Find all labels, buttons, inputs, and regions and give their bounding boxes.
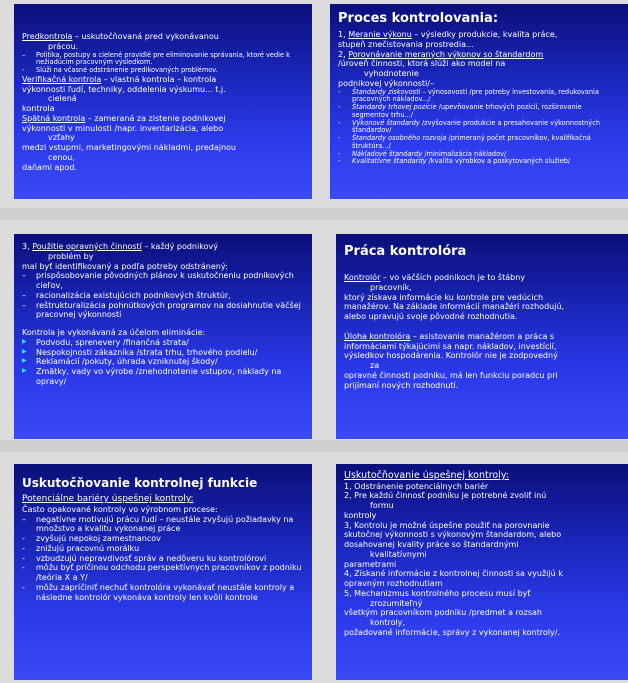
text: prijímaní nových rozhodnutí. [344,380,459,390]
text-line: požadované informácie, správy z vykonanej kontroly/. [344,627,560,637]
text-line: 3, Kontrolu je možné úspešne použiť na porovnanie [344,520,550,530]
list-item [22,301,304,321]
slide-opravne-cinnosti [14,234,312,439]
text: manažérov. Na základe informácií manažéri rozhodujú, [344,302,565,312]
text: Zmätky, vady vo výrobe /znehodnotenie vstupov, náklady na opravy/ [36,367,282,386]
slide-title: Uskutočňovanie úspešnej kontroly: [344,470,510,481]
text: 1, [338,30,349,39]
text: Štandardy osobného rozvoja [352,134,447,143]
text: cielená [48,94,77,104]
success-list [344,482,626,638]
text-line: opravným rozhodnutiam [344,579,443,589]
bullet-marker: – [22,290,26,300]
text-line: kontroly, [370,618,405,628]
text: pracovník, [370,282,412,292]
text: prispôsobovanie pôvodných plánov k uskutočneniu podnikových cieľov, [36,271,294,290]
list-item [338,135,620,151]
text: – každý podnikový [141,242,218,251]
list-item: – Politika, postupy a cielené pravidlé pre eliminovanie správania, ktoré vedie k nežiadúcim pracovným výsledkom. [22,50,290,67]
text: Štandardy ziskovosti [352,87,421,96]
text: – vo väčších podnikoch je to štábny [380,273,526,282]
text: zvyšujú nepokoj zamestnancov [36,534,161,544]
list-item [22,367,304,387]
text-line: 1, Odstránenie potenciálnych bariér [344,481,489,491]
text: /primeraný počet pracovníkov, kvalifikačná štruktúra.../ [352,134,591,150]
text: problém by [48,251,94,261]
text: negatívne motivujú prácu ľudí – neustále zvyšujú požiadavky na množstvo a kvalitu vykonanej práce [36,514,294,534]
list-item [22,338,304,348]
triangle-bullet-icon: ▶ [22,357,27,365]
text: – vlastná kontrola – kontrola [101,74,217,84]
triangle-bullet-icon: ▶ [22,337,27,345]
text: racionalizácia existujúcich podnikových štruktúr, [36,290,231,300]
text-line: formu [370,501,394,511]
text: výkonnosti v minulosti /napr. inventarizácia, alebo [22,123,224,133]
bullet-marker: – [22,271,26,281]
bullet-marker: - [338,87,341,96]
text: kontrola [22,104,55,114]
list-item [338,158,620,166]
text: daňami apod. [22,162,78,172]
text: podnikovej výkonnosti/– [338,78,434,88]
bullet-marker: – [22,300,26,310]
text-line: zrozumiteľný [370,598,423,608]
text: vzťahy [48,133,75,143]
term-predkontrola: Predkontrola [22,32,73,41]
text: môžu byť príčinou odchodu perspektívnych pracovníkov z podniku /teória X a Y/ [36,563,302,583]
list-item [22,271,304,291]
corrective-list [22,271,304,320]
text: mal byť identifikovaný a podľa potreby odstránený: [22,261,228,271]
text-line: všetkým pracovníkom podniku /predmet a rozsah [344,608,542,618]
text: Podvodu, sprenevery /finančná strata/ [36,337,189,347]
subtitle: Potenciálne bariéry úspešnej kontroly: [22,494,194,504]
text: Reklamácií /pokuty, úhrada vzniknutej škody/ [36,357,218,367]
text: Štandardy trhovej pozície [352,103,437,112]
slide-praca-kontrolora [336,234,628,439]
term: Porovnávanie meraných výkonov so štandardom [348,49,544,59]
bullet-marker: - [22,534,25,544]
bullet-marker: - [338,134,341,143]
slide-title: Uskutočňovanie kontrolnej funkcie [22,476,258,490]
text: môžu zapríčiniť nechuť kontrolóra vykonávať neustále kontroly a následne kontrolór vykonáva kontroly len kvôli kontrole [36,582,295,602]
text-line: 5, Mechanizmus kontrolného procesu musí byť [344,588,531,598]
slide-title: Proces kontrolovania: [338,11,499,26]
list-item [338,120,620,136]
slide-predkontrola [14,4,312,199]
text: cenou, [48,152,75,162]
list-item [22,534,304,544]
term: Použitie opravných činností [32,242,142,251]
list-item [22,583,304,603]
text-line: kvalitatívnymi [370,549,427,559]
text: výkonnosti ľudí, techniky, oddelenia výskumu... t.j. [22,84,226,94]
list-item [22,291,304,301]
text: reštrukturalizácia pohnútkových programov na dosiahnutie väčšej pracovnej výkonnosti [36,300,301,320]
list-item [22,544,304,554]
row-separator [0,208,628,220]
list-item [22,554,304,564]
text: – zameraná za zistenie podnikovej [85,113,226,123]
triangle-bullet-icon: ▶ [22,347,27,355]
text: stupeň znečistovania prostredia... [338,39,474,49]
term: Meranie výkonu [348,30,412,39]
list-item [338,104,620,120]
text: 2, [338,49,349,59]
text: 3, [22,242,33,251]
bullet-marker: - [22,582,25,592]
term-spatna-kontrola: Spätná kontrola [22,113,86,123]
bullet-marker: - [22,553,25,563]
slide-text [22,32,304,42]
bullet-marker: - [338,103,341,112]
text: znižujú pracovnú morálku [36,543,140,553]
text-line: kontroly [344,510,377,520]
text: Často opakované kontroly vo výrobnom procese: [22,504,218,514]
list-item [22,515,304,535]
term: Úloha kontrolóra [344,331,411,341]
term: Kontrolór [344,273,381,282]
row-separator [0,440,628,452]
text: – výsledky produkcie, kvalita práce, [411,30,558,39]
slide-proces-kontrolovania [330,4,628,199]
text-line: 2, Pre každú činnosť podniku je potrebné zvoliť inú [344,491,547,501]
text: /kvalita výrobkov a poskytovaných služieb/ [426,157,571,166]
text-line: dosahovanej kvality práce so štandardnými [344,540,519,550]
text: /minimalizácia nákladov/ [422,149,507,158]
text-line: 4, Získané informácie z kontrolnej činnosti sa využijú k [344,569,563,579]
text: Nespokojnosti zákazníka /strata trhu, trhového podielu/ [36,347,258,357]
bullet-marker: - [338,118,341,127]
list-item [22,357,304,367]
slide-uspesna-kontrola [336,464,628,680]
bullet-marker: - [22,563,25,573]
bullet-marker: - [338,149,341,158]
text: prácou. [48,41,79,51]
standards-list [338,89,620,167]
term-verifikacna-kontrola: Verifikačná kontrola [22,74,102,84]
slide-uskutocnovanie-kontrolnej-funkcie [14,464,312,680]
slide-title: Práca kontrolóra [344,244,467,259]
text: alebo upravujú svoje pôvodné rozhodnutia. [344,312,518,321]
text: – výnosovosti /pre potreby investovania, redukovania pracovných nákladov.../ [352,87,599,104]
list-item [22,563,304,583]
bullet-marker: - [22,543,25,553]
list-item [338,89,620,105]
text: vyhodnotenie [364,69,419,78]
text: Výkonové štandardy [352,118,420,127]
text: vzbudzujú nepravdivosť správ a nedôveru ku kontrolórovi [36,553,267,563]
text: výsledkov hospodárenia. Kontrolór nie je zodpovedný [344,351,558,361]
text: – uskutočňovaná pred vykonávanou [72,32,219,41]
text: Politika, postupy a cielené pravidlé pre eliminovanie správania, ktoré vedie k nežiadúcim pracovným výsledkom. [36,50,290,67]
elimination-list [22,338,304,387]
text: ktorý získava informácie ku kontrole pre vedúcich [344,292,544,302]
text-line: parametrami [344,559,397,569]
bullet-marker: - [338,157,341,166]
text-line: skutočnej výkonnosti s výkonovým štandardom, alebo [344,530,562,540]
text: /upevňovanie trhových pozícií, rozširovanie segmentov trhu.../ [352,103,582,119]
list-item [22,348,304,358]
bullet-marker: – [22,514,26,524]
text: za [370,361,380,370]
barriers-list [22,515,304,603]
text: medzi vstupmi, marketingovými nákladmi, predajnou [22,143,236,153]
text: – asistovanie manažérom a práca s [410,331,555,341]
text: Nákladové štandardy [352,149,423,158]
text: /zvyšovanie produkcie a presahovanie výkonnostných štandardov/ [352,118,601,135]
text: opravné činnosti podniku, má len funkciu poradcu pri [344,370,558,380]
text: Kvalitatívne štandardy [352,157,427,166]
text: Kontrola je vykonávaná za účelom eliminácie: [22,328,206,337]
text: /úroveň činnosti, ktorá slúži ako model na [338,59,506,69]
list-item: - Slúži na včasné odstránenie predikovaných problémov. [22,66,218,75]
text: informáciami týkajúcimi sa napr. nákladov, investícií, [344,341,557,351]
text: Slúži na včasné odstránenie predikovaných problémov. [36,66,218,75]
triangle-bullet-icon: ▶ [22,367,27,374]
